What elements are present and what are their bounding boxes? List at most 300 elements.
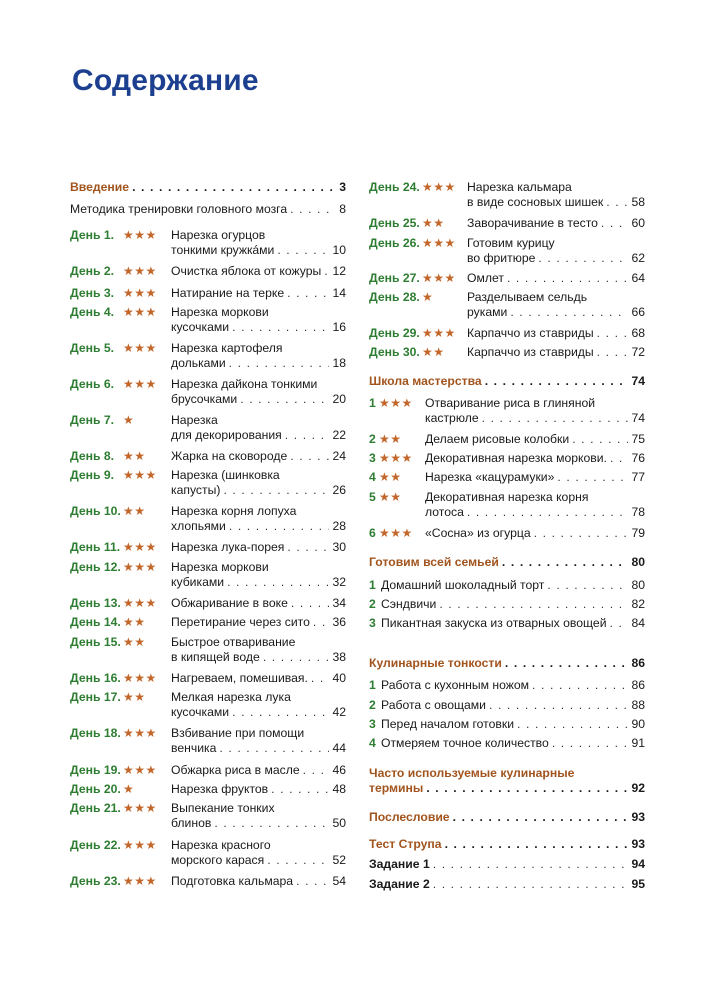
- page-number: 86: [631, 656, 645, 670]
- toc-entry[interactable]: [70, 801, 346, 831]
- entry-text: для декорирования: [171, 428, 282, 442]
- toc-line: [70, 650, 346, 665]
- toc-entry[interactable]: [70, 838, 346, 868]
- item-number: 2: [369, 432, 376, 446]
- dot-leader: [433, 877, 629, 892]
- day-label: День 28.: [369, 290, 420, 304]
- toc-entry[interactable]: [369, 451, 645, 466]
- difficulty-stars: ★: [123, 782, 135, 796]
- page-number: 80: [631, 555, 645, 569]
- entry-text: в виде сосновых шишек: [467, 195, 604, 209]
- page-number: 90: [631, 717, 645, 731]
- entry-text: Нарезка моркови: [171, 560, 269, 574]
- dot-leader: [606, 195, 628, 210]
- day-label: День 19.: [70, 763, 121, 777]
- page-number: 12: [332, 264, 346, 278]
- toc-entry[interactable]: [70, 690, 346, 720]
- day-label: День 15.: [70, 635, 121, 649]
- toc-line: [369, 490, 645, 505]
- dot-leader: [285, 428, 330, 443]
- page-number: 46: [332, 763, 346, 777]
- dot-leader: [610, 451, 629, 466]
- toc-entry[interactable]: [70, 782, 346, 797]
- toc-entry[interactable]: [369, 555, 645, 570]
- entry-text: Очистка яблока от кожуры: [171, 264, 322, 278]
- toc-line: [70, 705, 346, 720]
- difficulty-stars: ★★: [123, 504, 146, 518]
- difficulty-stars: ★★★: [123, 671, 157, 685]
- toc-entry[interactable]: [70, 874, 346, 889]
- toc-entry[interactable]: [369, 656, 645, 671]
- toc-line: [70, 341, 346, 356]
- entry-text: Перетирание через сито: [171, 615, 310, 629]
- section-title: термины: [369, 781, 424, 795]
- entry-text: Обжарка риса в масле: [171, 763, 300, 777]
- toc-line: [70, 392, 346, 407]
- toc-line: [369, 451, 645, 466]
- toc-line: [369, 236, 645, 251]
- dot-leader: [505, 656, 629, 671]
- page-number: 91: [631, 736, 645, 750]
- dot-leader: [313, 615, 330, 630]
- toc-entry[interactable]: [70, 180, 346, 195]
- toc-line: [70, 264, 346, 279]
- day-label: День 12.: [70, 560, 121, 574]
- day-label: День 21.: [70, 801, 121, 815]
- section-title: Введение: [70, 180, 130, 194]
- dot-leader: [232, 705, 329, 720]
- toc-line: [70, 286, 346, 301]
- entry-text: венчика: [171, 741, 217, 755]
- entry-text: Нарезка картофеля: [171, 341, 283, 355]
- toc-entry[interactable]: [70, 635, 346, 665]
- page-number: 72: [631, 345, 645, 359]
- page-number: 93: [631, 837, 645, 851]
- entry-text: Пикантная закуска из отварных овощей: [381, 616, 607, 630]
- toc-line: [369, 326, 645, 341]
- day-label: День 16.: [70, 671, 121, 685]
- dot-leader: [291, 596, 330, 611]
- toc-entry[interactable]: [369, 470, 645, 485]
- difficulty-stars: ★★★: [123, 264, 157, 278]
- toc-entry[interactable]: [70, 596, 346, 611]
- entry-text: Карпаччо из ставриды: [467, 326, 594, 340]
- entry-text: хлопьями: [171, 519, 226, 533]
- toc-entry[interactable]: [369, 490, 645, 520]
- entry-text: Подготовка кальмара: [171, 874, 294, 888]
- toc-entry[interactable]: [369, 396, 645, 426]
- entry-text: во фритюре: [467, 251, 536, 265]
- entry-text: Методика тренировки головного мозга: [70, 202, 288, 216]
- page-number: 34: [332, 596, 346, 610]
- toc-entry[interactable]: [369, 374, 645, 389]
- entry-text: Отваривание риса в глиняной: [425, 396, 596, 410]
- toc-entry[interactable]: [369, 698, 645, 713]
- page-number: 80: [631, 578, 645, 592]
- difficulty-stars: ★★: [379, 432, 402, 446]
- section-title: Тест Струпа: [369, 837, 442, 851]
- dot-leader: [277, 243, 329, 258]
- toc-line: [70, 468, 346, 483]
- toc-entry[interactable]: [70, 763, 346, 778]
- toc-entry[interactable]: [369, 736, 645, 751]
- toc-entry[interactable]: [369, 857, 645, 872]
- toc-line: [70, 874, 346, 889]
- dot-leader: [287, 286, 329, 301]
- entry-text: кастрюле: [425, 411, 479, 425]
- toc-line: [70, 202, 346, 217]
- page-number: 38: [332, 650, 346, 664]
- toc-entry[interactable]: [369, 837, 645, 852]
- dot-leader: [267, 853, 329, 868]
- dot-leader: [290, 449, 329, 464]
- toc-entry[interactable]: [369, 180, 645, 210]
- difficulty-stars: ★★★: [123, 468, 157, 482]
- toc-entry[interactable]: [70, 726, 346, 756]
- difficulty-stars: ★★★: [123, 596, 157, 610]
- difficulty-stars: ★★★: [422, 326, 456, 340]
- section-title: Кулинарные тонкости: [369, 656, 502, 670]
- toc-entry[interactable]: [369, 810, 645, 825]
- toc-entry[interactable]: [70, 615, 346, 630]
- toc-entry[interactable]: [369, 345, 645, 360]
- entry-text: Нагреваем, помешивая.: [171, 671, 308, 685]
- toc-entry[interactable]: [70, 468, 346, 498]
- toc-line: [70, 671, 346, 686]
- page-number: 74: [631, 411, 645, 425]
- toc-entry[interactable]: [369, 597, 645, 612]
- toc-line: [70, 504, 346, 519]
- dot-leader: [467, 505, 629, 520]
- entry-text: Мелкая нарезка лука: [171, 690, 291, 704]
- dot-leader: [557, 470, 628, 485]
- day-label: День 13.: [70, 596, 121, 610]
- toc-line: [70, 356, 346, 371]
- section-title: Послесловие: [369, 810, 450, 824]
- entry-text: морского карася: [171, 853, 265, 867]
- dot-leader: [482, 411, 629, 426]
- entry-text: Работа с кухонным ножом: [381, 678, 530, 692]
- toc-entry[interactable]: [70, 413, 346, 443]
- dot-leader: [507, 271, 629, 286]
- dot-leader: [610, 616, 629, 631]
- toc-entry[interactable]: [369, 678, 645, 693]
- toc-line: [369, 555, 645, 570]
- toc-entry[interactable]: [369, 766, 645, 796]
- toc-entry[interactable]: [70, 540, 346, 555]
- toc-line: [369, 656, 645, 671]
- dot-leader: [303, 763, 330, 778]
- difficulty-stars: ★★★: [422, 180, 456, 194]
- day-label: День 4.: [70, 305, 115, 319]
- toc-entry[interactable]: [369, 236, 645, 266]
- toc-line: [70, 320, 346, 335]
- page-number: 74: [631, 374, 645, 388]
- entry-text: Заворачивание в тесто: [467, 216, 598, 230]
- page-number: 30: [332, 540, 346, 554]
- entry-text: Работа с овощами: [381, 698, 486, 712]
- entry-text: Нарезка «кацурамуки»: [425, 470, 555, 484]
- entry-text: Делаем рисовые колобки: [425, 432, 570, 446]
- dot-leader: [287, 540, 329, 555]
- day-label: День 10.: [70, 504, 121, 518]
- page-number: 52: [332, 853, 346, 867]
- entry-text: Выпекание тонких: [171, 801, 275, 815]
- toc-line: [70, 596, 346, 611]
- day-label: День 23.: [70, 874, 121, 888]
- item-number: 1: [369, 396, 376, 410]
- toc-entry[interactable]: [369, 326, 645, 341]
- page-number: 42: [332, 705, 346, 719]
- toc-entry[interactable]: [70, 377, 346, 407]
- dot-leader: [132, 180, 336, 195]
- toc-line: [369, 717, 645, 732]
- dot-leader: [232, 320, 329, 335]
- item-number: 3: [369, 451, 376, 465]
- toc-entry[interactable]: [369, 877, 645, 892]
- difficulty-stars: ★★★: [123, 801, 157, 815]
- difficulty-stars: ★★: [123, 615, 146, 629]
- toc-line: [70, 853, 346, 868]
- dot-leader: [517, 717, 628, 732]
- dot-leader: [445, 837, 629, 852]
- day-label: День 5.: [70, 341, 115, 355]
- toc-line: [369, 766, 645, 781]
- toc-line: [70, 635, 346, 650]
- difficulty-stars: ★★: [123, 449, 146, 463]
- page-number: 68: [631, 326, 645, 340]
- entry-text: Сэндвичи: [381, 597, 437, 611]
- entry-text: лотоса: [425, 505, 464, 519]
- toc-line: [70, 449, 346, 464]
- difficulty-stars: ★★★: [123, 228, 157, 242]
- item-number: 3: [369, 717, 376, 731]
- entry-text: блинов: [171, 816, 212, 830]
- toc-line: [70, 560, 346, 575]
- toc-entry[interactable]: [369, 432, 645, 447]
- toc-line: [70, 838, 346, 853]
- dot-leader: [597, 326, 629, 341]
- toc-line: [369, 345, 645, 360]
- toc-entry[interactable]: [70, 449, 346, 464]
- page-number: 20: [332, 392, 346, 406]
- dot-leader: [572, 432, 628, 447]
- entry-text: Декоративная нарезка корня: [425, 490, 589, 504]
- toc-line: [369, 810, 645, 825]
- difficulty-stars: ★★★: [123, 763, 157, 777]
- toc-line: [70, 801, 346, 816]
- toc-line: [369, 616, 645, 631]
- day-label: День 7.: [70, 413, 115, 427]
- toc-entry[interactable]: [70, 504, 346, 534]
- page-number: 14: [332, 286, 346, 300]
- toc-line: [369, 698, 645, 713]
- day-label: День 22.: [70, 838, 121, 852]
- entry-text: Нарезка фруктов: [171, 782, 269, 796]
- item-number: 4: [369, 736, 376, 750]
- difficulty-stars: ★★★: [422, 271, 456, 285]
- day-label: День 11.: [70, 540, 121, 554]
- page-number: 77: [631, 470, 645, 484]
- page-number: 94: [631, 857, 645, 871]
- page-number: 32: [332, 575, 346, 589]
- toc-entry[interactable]: [369, 216, 645, 231]
- difficulty-stars: ★★: [123, 690, 146, 704]
- entry-text: Жарка на сковороде: [171, 449, 288, 463]
- day-label: День 26.: [369, 236, 420, 250]
- page-number: 79: [631, 526, 645, 540]
- day-label: День 30.: [369, 345, 420, 359]
- entry-text: кусочками: [171, 320, 230, 334]
- difficulty-stars: ★★★: [379, 396, 413, 410]
- dot-leader: [453, 810, 629, 825]
- dot-leader: [296, 874, 329, 889]
- entry-text: дольками: [171, 356, 226, 370]
- toc-entry[interactable]: [70, 264, 346, 279]
- toc-line: [70, 519, 346, 534]
- dot-leader: [219, 741, 329, 756]
- page-number: 24: [332, 449, 346, 463]
- entry-text: Нарезка моркови: [171, 305, 269, 319]
- difficulty-stars: ★★★: [123, 726, 157, 740]
- toc-line: [70, 180, 346, 195]
- entry-text: Задание 2: [369, 877, 430, 891]
- item-number: 3: [369, 616, 376, 630]
- difficulty-stars: ★★★: [123, 341, 157, 355]
- toc-entry[interactable]: [369, 717, 645, 732]
- toc-entry[interactable]: [70, 305, 346, 335]
- toc-entry[interactable]: [70, 341, 346, 371]
- toc-line: [369, 396, 645, 411]
- difficulty-stars: ★★★: [123, 874, 157, 888]
- toc-line: [369, 432, 645, 447]
- dot-leader: [263, 650, 330, 665]
- day-label: День 6.: [70, 377, 115, 391]
- day-label: День 24.: [369, 180, 420, 194]
- entry-text: Нарезка дайкона тонкими: [171, 377, 318, 391]
- page-number: 8: [339, 202, 346, 216]
- page-number: 22: [332, 428, 346, 442]
- difficulty-stars: ★★★: [123, 540, 157, 554]
- toc-entry[interactable]: [369, 616, 645, 631]
- toc-entry[interactable]: [369, 578, 645, 593]
- toc-entry[interactable]: [70, 560, 346, 590]
- page-number: 18: [332, 356, 346, 370]
- section-title: Часто используемые кулинарные: [369, 766, 575, 780]
- page-number: 92: [631, 781, 645, 795]
- toc-line: [70, 243, 346, 258]
- entry-text: Отмеряем точное количество: [381, 736, 549, 750]
- dot-leader: [426, 781, 628, 796]
- dot-leader: [324, 264, 329, 279]
- dot-leader: [439, 597, 628, 612]
- toc-line: [369, 877, 645, 892]
- toc-entry[interactable]: [369, 526, 645, 541]
- entry-text: Нарезка кальмара: [467, 180, 572, 194]
- toc-line: [369, 678, 645, 693]
- page-number: 3: [339, 180, 346, 194]
- entry-text: Обжаривание в воке: [171, 596, 288, 610]
- day-label: День 27.: [369, 271, 420, 285]
- difficulty-stars: ★★: [123, 635, 146, 649]
- toc-line: [70, 690, 346, 705]
- entry-text: в кипящей воде: [171, 650, 260, 664]
- difficulty-stars: ★★★: [123, 838, 157, 852]
- toc-line: [70, 413, 346, 428]
- difficulty-stars: ★★★: [123, 560, 157, 574]
- toc-line: [369, 578, 645, 593]
- page-number: 64: [631, 271, 645, 285]
- page-number: 78: [631, 505, 645, 519]
- item-number: 2: [369, 597, 376, 611]
- day-label: День 1.: [70, 228, 115, 242]
- toc-line: [70, 483, 346, 498]
- page-number: 28: [332, 519, 346, 533]
- entry-text: кусочками: [171, 705, 230, 719]
- toc-entry[interactable]: [70, 671, 346, 686]
- toc-line: [70, 816, 346, 831]
- day-label: День 20.: [70, 782, 121, 796]
- toc-line: [369, 180, 645, 195]
- difficulty-stars: ★★: [422, 216, 445, 230]
- dot-leader: [485, 374, 629, 389]
- page-number: 82: [631, 597, 645, 611]
- page-number: 95: [631, 877, 645, 891]
- page-number: 66: [631, 305, 645, 319]
- difficulty-stars: ★★: [379, 490, 402, 504]
- toc-entry[interactable]: [369, 290, 645, 320]
- day-label: День 25.: [369, 216, 420, 230]
- entry-text: Перед началом готовки: [381, 717, 515, 731]
- toc-line: [70, 763, 346, 778]
- page-number: 40: [332, 671, 346, 685]
- entry-text: Домашний шоколадный торт: [381, 578, 545, 592]
- toc-entry[interactable]: [70, 202, 346, 217]
- toc-line: [70, 726, 346, 741]
- page-number: 60: [631, 216, 645, 230]
- day-label: День 8.: [70, 449, 115, 463]
- entry-text: Разделываем сельдь: [467, 290, 588, 304]
- page-number: 36: [332, 615, 346, 629]
- dot-leader: [597, 345, 629, 360]
- toc-line: [70, 305, 346, 320]
- dot-leader: [601, 216, 629, 231]
- toc-entry[interactable]: [369, 271, 645, 286]
- day-label: День 18.: [70, 726, 121, 740]
- toc-line: [369, 736, 645, 751]
- entry-text: руками: [467, 305, 508, 319]
- dot-leader: [271, 782, 329, 797]
- difficulty-stars: ★★: [422, 345, 445, 359]
- entry-text: Готовим курицу: [467, 236, 555, 250]
- entry-text: капусты): [171, 483, 221, 497]
- toc-entry[interactable]: [70, 286, 346, 301]
- page-number: 44: [332, 741, 346, 755]
- day-label: День 9.: [70, 468, 115, 482]
- toc-line: [70, 377, 346, 392]
- day-label: День 17.: [70, 690, 121, 704]
- toc-line: [369, 195, 645, 210]
- toc-line: [369, 781, 645, 796]
- dot-leader: [547, 578, 628, 593]
- toc-entry[interactable]: [70, 228, 346, 258]
- page-number: 84: [631, 616, 645, 630]
- entry-text: Нарезка: [171, 413, 218, 427]
- day-label: День 2.: [70, 264, 115, 278]
- toc-line: [369, 251, 645, 266]
- toc-line: [369, 597, 645, 612]
- page-number: 62: [631, 251, 645, 265]
